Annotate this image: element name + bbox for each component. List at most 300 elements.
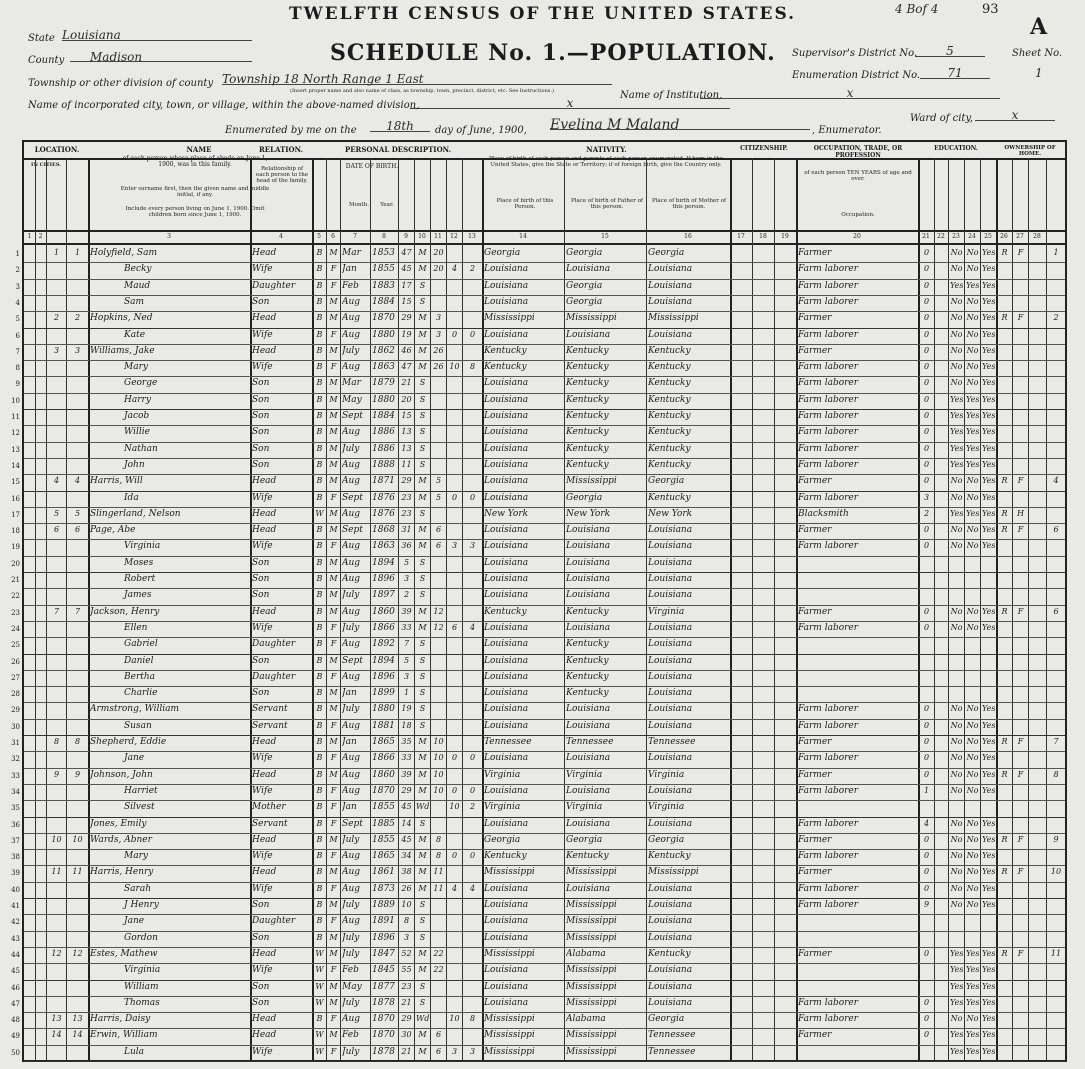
cell-mo: July (342, 1046, 360, 1057)
cell-ms: S (419, 394, 426, 404)
cell-sex: M (329, 981, 338, 991)
cell-age: 8 (403, 916, 410, 926)
row-number: 25 (11, 641, 20, 650)
cell-name: Shepherd, Eddie (90, 737, 167, 747)
row-rule (24, 507, 1065, 508)
cell-col: B (316, 362, 323, 372)
cell-mp: New York (648, 508, 693, 519)
cell-sch: 4 (1053, 476, 1059, 486)
cell-read: No (950, 769, 963, 779)
cell-sch: 9 (1053, 834, 1059, 844)
cell-col: B (316, 883, 323, 893)
cell-col: B (316, 867, 323, 877)
cell-age: 10 (401, 900, 412, 909)
cell-bp: Kentucky (484, 851, 527, 862)
cell-mo: Mar (342, 248, 361, 258)
enumerator-name: Evelina M Maland (550, 117, 810, 130)
row-rule (24, 311, 1065, 312)
row-rule (24, 376, 1065, 377)
cell-liv: 4 (469, 622, 476, 632)
cell-eng: Yes (982, 965, 995, 975)
cell-read: Yes (950, 280, 963, 290)
cell-yrs: 12 (433, 606, 444, 616)
cell-mp: Tennessee (648, 1046, 696, 1057)
cell-mp: Georgia (648, 248, 685, 258)
cell-yrs: 6 (435, 541, 442, 551)
cell-mp: Louisiana (648, 932, 693, 943)
cell-write: No (966, 248, 979, 257)
cell-name: Lula (124, 1046, 145, 1057)
cell-age: 30 (401, 1030, 412, 1040)
cell-col: B (316, 590, 323, 600)
cell-rel: Head (252, 769, 277, 780)
column-number: 23 (952, 233, 960, 240)
cell-read: Yes (950, 411, 963, 420)
cell-sex: F (330, 541, 337, 551)
cell-mon: 0 (923, 378, 930, 388)
cell-bp: Louisiana (484, 590, 529, 601)
name-instructions: Enter surname first, then the given name and middle initial, if any. (120, 186, 270, 198)
cell-ms: S (419, 704, 426, 714)
cell-age: 5 (403, 557, 410, 567)
cell-eng: Yes (982, 1014, 995, 1024)
cell-bp: Louisiana (484, 981, 529, 992)
cell-col: W (315, 1030, 324, 1040)
cell-eng: Yes (982, 508, 995, 518)
cell-name: Harry (124, 394, 151, 405)
cell-yr: 1879 (372, 378, 395, 389)
institution-value: x (700, 86, 1000, 99)
cell-yr: 1892 (372, 639, 395, 650)
cell-name: Mary (124, 362, 148, 373)
cell-ms: S (419, 296, 426, 306)
cell-yrs: 8 (435, 851, 442, 861)
cell-yr: 1845 (372, 965, 395, 976)
cell-ms: M (418, 965, 427, 975)
cell-bp: Kentucky (484, 345, 527, 356)
enumerated-middle: day of June, 1900, (435, 125, 527, 136)
cell-ms: S (419, 997, 426, 1007)
cell-ch: 3 (451, 541, 458, 551)
cell-rel: Head (252, 1014, 277, 1025)
cell-age: 13 (401, 443, 412, 453)
cell-occ: Farmer (798, 525, 832, 536)
cell-ch: 10 (449, 1014, 460, 1024)
cell-col: B (316, 345, 323, 355)
cell-sex: F (330, 362, 337, 372)
row-number: 9 (15, 380, 20, 389)
cell-sex: F (330, 671, 337, 681)
cell-liv: 0 (469, 785, 476, 795)
cell-own: R (1001, 525, 1008, 535)
cell-bp: Louisiana (484, 883, 529, 894)
cell-col: B (316, 411, 323, 420)
cell-mp: Louisiana (648, 720, 693, 731)
cell-eng: Yes (982, 541, 995, 551)
cell-col: B (316, 900, 323, 909)
cell-bp: Georgia (484, 248, 521, 258)
cell-sex: M (329, 411, 338, 420)
cell-ms: S (419, 443, 426, 453)
cell-rel: Daughter (252, 671, 296, 682)
cell-age: 33 (401, 753, 412, 763)
cell-col: W (315, 997, 324, 1007)
cell-fp: Louisiana (566, 541, 611, 552)
cell-rel: Son (252, 378, 270, 389)
cell-mon: 0 (923, 541, 930, 551)
cell-bp: Louisiana (484, 378, 529, 389)
cell-fam: 6 (74, 525, 81, 535)
cell-ms: M (418, 1046, 427, 1056)
cell-ms: M (418, 313, 427, 323)
cell-sex: F (330, 639, 337, 649)
cell-read: No (950, 296, 963, 306)
cell-sex: M (329, 394, 338, 404)
cell-farm: F (1017, 313, 1024, 323)
cell-ms: M (418, 329, 427, 339)
row-rule (24, 409, 1065, 410)
cell-farm: F (1017, 834, 1024, 844)
cell-name: John (124, 459, 145, 470)
cell-rel: Daughter (252, 280, 296, 291)
cell-bp: Louisiana (484, 492, 529, 503)
cell-own: R (1001, 737, 1008, 746)
row-number: 23 (11, 608, 20, 617)
cell-sex: M (329, 574, 338, 583)
cell-fp: Mississippi (566, 313, 617, 324)
cell-dw: 12 (51, 948, 62, 958)
row-number: 37 (11, 836, 20, 845)
county-label: County (28, 55, 65, 66)
cell-write: No (966, 296, 979, 306)
cell-mon: 3 (923, 492, 930, 502)
cell-read: No (950, 541, 963, 551)
row-number: 46 (11, 983, 20, 992)
cell-write: No (966, 867, 979, 877)
cell-sex: M (329, 525, 338, 535)
cell-ms: M (418, 264, 427, 274)
cell-dw: 1 (53, 248, 60, 257)
cell-rel: Daughter (252, 916, 296, 927)
cell-yr: 1855 (372, 264, 395, 275)
cell-eng: Yes (982, 1046, 995, 1056)
row-number: 4 (15, 298, 20, 307)
cell-yrs: 6 (435, 1030, 442, 1040)
cell-mo: Sept (342, 492, 363, 503)
cell-mp: Mississippi (648, 313, 699, 324)
cell-rel: Head (252, 1030, 277, 1041)
cell-col: W (315, 981, 324, 991)
row-number: 33 (11, 771, 20, 780)
row-number: 43 (11, 934, 20, 943)
cell-mo: July (342, 834, 360, 845)
cell-mo: Aug (342, 883, 361, 894)
cell-farm: F (1017, 525, 1024, 535)
cell-mp: Louisiana (648, 818, 693, 829)
column-number: 5 (317, 233, 321, 240)
cell-mo: Mar (342, 378, 361, 389)
cell-bp: Louisiana (484, 296, 529, 307)
cell-write: Yes (966, 411, 979, 420)
cell-write: No (966, 329, 979, 339)
cell-eng: Yes (982, 948, 995, 958)
cell-fp: Georgia (566, 492, 603, 503)
cell-read: Yes (950, 997, 963, 1007)
cell-name: Nathan (124, 443, 158, 454)
cell-mo: Aug (342, 867, 361, 878)
cell-fp: Kentucky (566, 378, 609, 389)
cell-mp: Kentucky (648, 443, 691, 454)
row-number: 18 (11, 527, 20, 536)
cell-rel: Son (252, 997, 270, 1008)
cell-mon: 0 (923, 1014, 930, 1024)
cell-col: B (316, 264, 323, 274)
cell-eng: Yes (982, 867, 995, 877)
cell-yr: 1891 (372, 916, 395, 927)
cell-fp: Georgia (566, 834, 603, 845)
cell-occ: Farm laborer (798, 296, 859, 307)
cell-fp: Virginia (566, 802, 603, 813)
cell-write: Yes (966, 508, 979, 518)
column-number: 24 (968, 233, 976, 240)
cell-yr: 1868 (372, 525, 395, 536)
enumeration-value: 71 (920, 66, 990, 79)
cell-sex: M (329, 834, 338, 844)
cell-col: B (316, 932, 323, 942)
cell-yr: 1894 (372, 655, 395, 666)
cell-sex: F (330, 492, 337, 502)
cell-yr: 1876 (372, 508, 395, 519)
cell-col: W (315, 948, 324, 958)
cell-fam: 11 (72, 867, 83, 877)
cell-fp: Mississippi (566, 932, 617, 943)
cell-rel: Wife (252, 622, 273, 633)
cell-bp: Tennessee (484, 737, 532, 747)
row-number: 49 (11, 1032, 20, 1041)
column-number: 12 (450, 233, 458, 240)
cell-mo: Aug (342, 851, 361, 862)
cell-col: B (316, 916, 323, 926)
cell-col: B (316, 802, 323, 812)
cell-yr: 1860 (372, 769, 395, 780)
cell-name: William (124, 981, 159, 992)
cell-occ: Farm laborer (798, 427, 859, 438)
cell-rel: Servant (252, 818, 288, 829)
cell-mo: Aug (342, 753, 361, 764)
cell-rel: Daughter (252, 639, 296, 650)
cell-ms: S (419, 427, 426, 437)
cell-eng: Yes (982, 362, 995, 372)
row-rule (24, 523, 1065, 524)
cell-read: No (950, 492, 963, 502)
cell-bp: Mississippi (484, 867, 535, 878)
cell-write: No (966, 606, 979, 616)
cell-fp: Kentucky (566, 362, 609, 373)
cell-bp: Louisiana (484, 688, 529, 699)
cell-occ: Farm laborer (798, 704, 859, 715)
cell-yr: 1894 (372, 557, 395, 568)
cell-ms: S (419, 378, 426, 388)
city-value: x (410, 96, 730, 109)
cell-yrs: 10 (433, 769, 444, 779)
county-value: Madison (70, 50, 252, 62)
cell-fp: Kentucky (566, 851, 609, 862)
cell-age: 29 (401, 476, 412, 486)
cell-name: Page, Abe (90, 525, 136, 536)
cell-fp: Louisiana (566, 818, 611, 829)
cell-rel: Son (252, 574, 270, 584)
cell-yr: 1881 (372, 720, 395, 731)
cell-eng: Yes (982, 753, 995, 763)
row-number: 1 (15, 250, 20, 258)
cell-fp: Louisiana (566, 574, 611, 584)
cell-mon: 0 (923, 883, 930, 893)
cell-age: 23 (401, 492, 412, 502)
row-number: 39 (11, 869, 20, 878)
cell-mp: Louisiana (648, 883, 693, 894)
cell-name: Jane (124, 916, 145, 927)
row-rule (24, 784, 1065, 785)
cell-liv: 8 (469, 362, 476, 372)
cell-fp: Kentucky (566, 655, 609, 666)
cell-eng: Yes (982, 818, 995, 828)
cell-yr: 1847 (372, 948, 395, 959)
cell-eng: Yes (982, 851, 995, 861)
cell-farm: H (1017, 508, 1024, 518)
cell-yrs: 20 (433, 264, 444, 274)
cell-mon: 4 (923, 818, 930, 828)
row-number: 14 (11, 461, 20, 470)
row-rule (24, 849, 1065, 850)
state-value: Louisiana (62, 28, 252, 41)
cell-rel: Head (252, 345, 277, 356)
cell-write: Yes (966, 443, 979, 453)
cell-col: B (316, 655, 323, 665)
cell-fp: Mississippi (566, 867, 617, 878)
cell-sex: F (330, 818, 337, 828)
cell-write: Yes (966, 965, 979, 975)
cell-occ: Farmer (798, 867, 832, 878)
page-number: 93 (982, 2, 999, 17)
cell-bp: Louisiana (484, 476, 529, 487)
row-rule (24, 817, 1065, 818)
row-rule (24, 344, 1065, 345)
cell-own: R (1001, 508, 1008, 518)
cell-name: Harris, Will (90, 476, 143, 487)
cell-sch: 6 (1053, 525, 1059, 535)
row-rule (24, 474, 1065, 475)
cell-mon: 0 (923, 476, 930, 486)
cell-sex: M (329, 459, 338, 469)
cell-sex: F (330, 753, 337, 763)
row-number: 17 (11, 510, 20, 519)
cell-age: 29 (401, 785, 412, 795)
cell-eng: Yes (982, 737, 995, 746)
cell-rel: Son (252, 981, 270, 992)
cell-mo: July (342, 622, 360, 633)
cell-ms: S (419, 459, 426, 469)
cell-col: B (316, 671, 323, 681)
ward-label: Ward of city, (910, 113, 973, 124)
cell-eng: Yes (982, 525, 995, 535)
cell-sex: F (330, 1014, 337, 1024)
cell-bp: Louisiana (484, 753, 529, 764)
cell-col: B (316, 557, 323, 567)
cell-name: Thomas (124, 997, 160, 1008)
cell-occ: Farmer (798, 737, 832, 747)
row-rule (24, 947, 1065, 948)
row-number: 27 (11, 673, 20, 682)
cell-read: No (950, 704, 963, 714)
cell-occ: Farm laborer (798, 329, 859, 340)
cell-fp: Georgia (566, 248, 603, 258)
cell-read: No (950, 834, 963, 844)
cell-mo: Aug (342, 785, 361, 796)
cell-sex: M (329, 606, 338, 616)
cell-ms: M (418, 883, 427, 893)
cell-rel: Head (252, 948, 277, 959)
cell-mp: Louisiana (648, 997, 693, 1008)
column-number: 11 (434, 233, 442, 240)
cell-col: B (316, 443, 323, 453)
cell-yrs: 26 (433, 345, 444, 355)
row-rule (24, 393, 1065, 394)
cell-ms: S (419, 720, 426, 730)
cell-rel: Head (252, 606, 277, 617)
cell-mo: Feb (342, 1030, 359, 1041)
cell-read: No (950, 476, 963, 486)
cell-own: R (1001, 948, 1008, 958)
cell-dw: 9 (53, 769, 60, 779)
row-rule (24, 279, 1065, 280)
column-number: 15 (601, 233, 609, 240)
cell-age: 18 (401, 720, 412, 730)
cell-rel: Son (252, 459, 270, 470)
cell-age: 21 (401, 378, 412, 388)
cell-read: Yes (950, 1030, 963, 1040)
cell-name: Hopkins, Ned (90, 313, 153, 324)
birth-person-header: Place of birth of this Person. (496, 198, 554, 210)
row-number: 44 (11, 950, 20, 959)
cell-write: No (966, 492, 979, 502)
cell-occ: Farm laborer (798, 883, 859, 894)
row-rule (24, 898, 1065, 899)
cell-age: 19 (401, 704, 412, 714)
cell-ch: 3 (451, 1046, 458, 1056)
cell-age: 38 (401, 867, 412, 877)
cell-name: Maud (124, 280, 151, 291)
cell-sex: M (329, 378, 338, 388)
cell-age: 13 (401, 427, 412, 437)
cell-rel: Wife (252, 1046, 273, 1057)
cell-eng: Yes (982, 704, 995, 714)
cell-age: 35 (401, 737, 412, 746)
column-number: 3 (167, 233, 171, 240)
cell-col: B (316, 492, 323, 502)
cell-mo: Aug (342, 296, 361, 307)
cell-mon: 0 (923, 264, 930, 274)
cell-col: B (316, 574, 323, 583)
cell-write: Yes (966, 427, 979, 437)
column-number: 16 (684, 233, 692, 240)
cell-own: R (1001, 313, 1008, 323)
cell-dw: 3 (53, 345, 60, 355)
cell-write: No (966, 362, 979, 372)
township-note: (Insert proper name and also name of class, as township, town, precinct, district, etc. See Instructions.) (290, 88, 554, 94)
cell-mp: Tennessee (648, 737, 696, 747)
cell-name: Harris, Daisy (90, 1014, 151, 1025)
cell-yr: 1885 (372, 818, 395, 829)
